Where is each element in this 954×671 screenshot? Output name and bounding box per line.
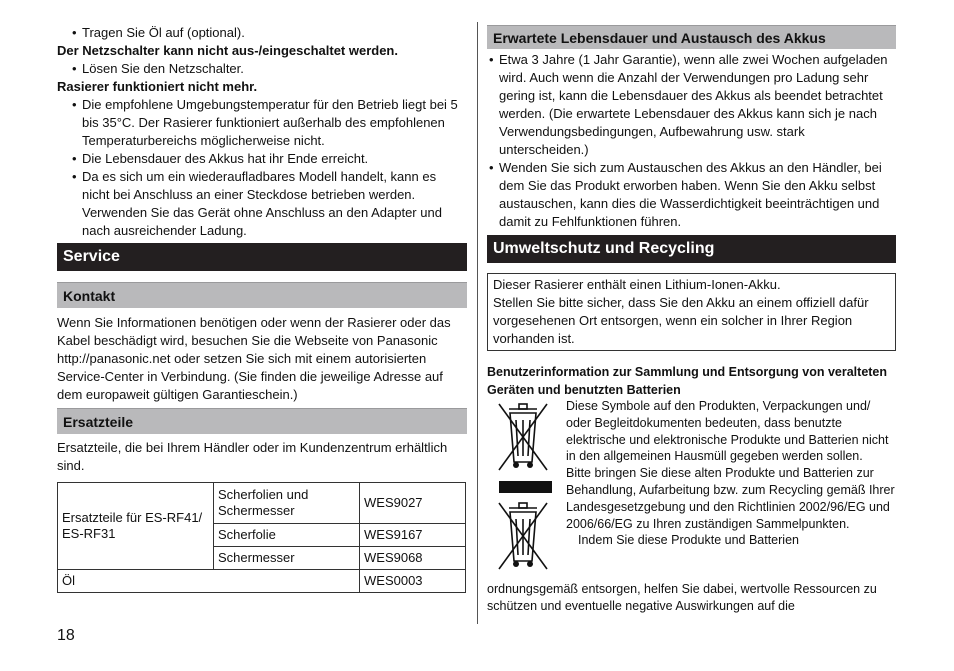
bullet-lifetime: • Etwa 3 Jahre (1 Jahr Garantie), wenn alle zwei Wochen aufgeladen wird. Auch wenn die Anzahl der Verwendungen pro Ladung sehr gering ist, kann die Lebensdauer des Akkus als beendet betrachtet werden. (Die erwartete Lebensdauer des Akkus kann sich je nach Verwendungsbedingungen, Aufbewahrung usw. stark unterscheiden.) bbox=[489, 51, 896, 159]
weee-text-3-rest: ordnungsgemäß entsorgen, helfen Sie dabei, wertvolle Ressourcen zu schützen und eventuelle negative Auswirkungen auf die bbox=[487, 582, 877, 613]
env-heading: Umweltschutz und Recycling bbox=[487, 235, 896, 263]
part-name: Scherfolien und Schermesser bbox=[214, 483, 360, 524]
crossed-out-bin-icon bbox=[495, 400, 551, 474]
parts-group-label: Ersatzteile für ES-RF41/ ES-RF31 bbox=[58, 483, 214, 570]
page-number: 18 bbox=[57, 627, 75, 644]
bullet-temperature: • Die empfohlene Umgebungstemperatur für den Betrieb liegt bei 5 bis 35°C. Der Rasierer funktioniert außerhalb des empfohlenen Temperaturbereichs möglicherweise nicht. bbox=[57, 96, 467, 150]
weee-text-2: Bitte bringen Sie diese alten Produkte und Batterien zur Behandlung, Aufarbeitung bzw. zum Recycling gemäß Ihrer Landesgesetzgebung und den Richtlinien 2002/96/EG und 2006/66/EG zu Ihren zuständigen Sammelpunkten. bbox=[566, 466, 895, 531]
crossed-out-bin-icon bbox=[495, 499, 551, 573]
part-name: Schermesser bbox=[214, 547, 360, 570]
service-heading: Service bbox=[57, 243, 467, 271]
kontakt-text: Wenn Sie Informationen benötigen oder wenn der Rasierer oder das Kabel beschädigt wird, besuchen Sie die Webseite von Panasonic http://panasonic.net oder setzen Sie sich mit einem autorisierten Service-Center in Verbindung. (Sie finden die jeweilige Adresse auf dem europaweit gültigen Garantieschein.) bbox=[57, 315, 451, 402]
oil-label: Öl bbox=[58, 570, 360, 593]
battery-heading: Erwartete Lebensdauer und Austausch des Akkus bbox=[487, 25, 896, 49]
oil-code: WES0003 bbox=[360, 570, 466, 593]
bullet-dealer: • Wenden Sie sich zum Austauschen des Akkus an den Händler, bei dem Sie das Produkt erworben haben. Wenn Sie den Akku selbst austauschen, kann dies die Wasserdichtigkeit beeinträchtigen und damit zu Fehlfunktionen führen. bbox=[489, 159, 896, 231]
ersatzteile-heading: Ersatzteile bbox=[57, 408, 467, 434]
kontakt-heading: Kontakt bbox=[57, 282, 467, 308]
weee-heading: Benutzerinformation zur Sammlung und Entsorgung von veralteten Geräten und benutzten Batterien bbox=[487, 365, 888, 397]
part-code: WES9167 bbox=[360, 524, 466, 547]
part-name: Scherfolie bbox=[214, 524, 360, 547]
ersatzteile-text: Ersatzteile, die bei Ihrem Händler oder im Kundenzentrum erhältlich sind. bbox=[57, 440, 448, 473]
bullet-oil: • Tragen Sie Öl auf (optional). bbox=[57, 24, 467, 42]
heading-not-working: Rasierer funktioniert nicht mehr. bbox=[57, 79, 258, 94]
column-divider bbox=[477, 22, 478, 624]
weee-text-1: Diese Symbole auf den Produkten, Verpackungen und/ oder Begleitdokumenten bedeuten, dass benutzte elektrische und elektronische Produkte und Batterien nicht in den allgemeinen Hausmüll gegeben werden sollen. bbox=[566, 399, 889, 464]
battery-disposal-box: Dieser Rasierer enthält einen Lithium-Ionen-Akku. Stellen Sie bitte sicher, dass Sie den Akku an einem offiziell dafür vorgesehenen Ort entsorgen, wenn ein solcher in Ihrer Region vorhanden ist. bbox=[487, 273, 896, 351]
part-code: WES9068 bbox=[360, 547, 466, 570]
weee-black-bar bbox=[499, 481, 552, 493]
weee-text-3-start: Indem Sie diese Produkte und Batterien bbox=[578, 533, 799, 548]
bullet-unplug: • Lösen Sie den Netzschalter. bbox=[57, 60, 467, 78]
bullet-rechargeable: • Da es sich um ein wiederaufladbares Modell handelt, kann es nicht bei Anschluss an einer Steckdose betrieben werden. Verwenden Sie das Gerät ohne Anschluss an den Adapter und nach ausreichender Ladung. bbox=[57, 168, 467, 240]
heading-switch: Der Netzschalter kann nicht aus-/eingeschaltet werden. bbox=[57, 43, 398, 58]
bullet-battery-end: • Die Lebensdauer des Akkus hat ihr Ende erreicht. bbox=[57, 150, 467, 168]
parts-table bbox=[57, 482, 466, 593]
part-code: WES9027 bbox=[360, 483, 466, 524]
